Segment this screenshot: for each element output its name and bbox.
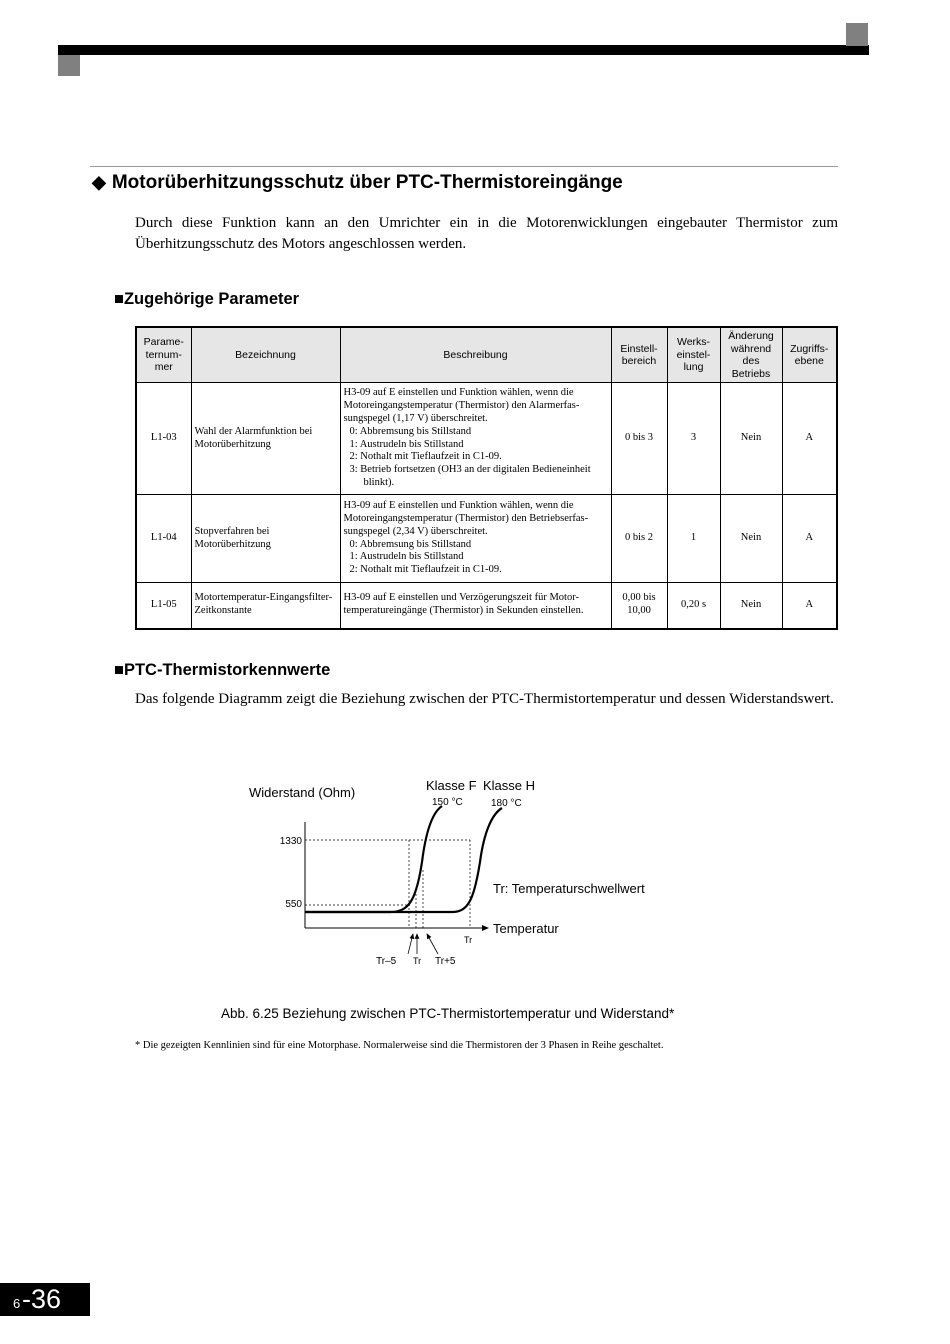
figure-caption: Abb. 6.25 Beziehung zwischen PTC-Thermistortemperatur und Widerstand* [221,1006,675,1021]
header-param-no: Parame- ternum- mer [136,327,191,383]
cell-param-no: L1-04 [136,495,191,583]
table-header-row [136,327,837,383]
arrow-tr-minus5 [408,934,413,954]
arrow-tr-plus5 [427,934,438,954]
cell-access: A [782,583,837,629]
header-default: Werks- einstel- lung [667,327,720,383]
header-change: Änderung während des Betriebs [720,327,782,383]
class-h-label: Klasse H [483,778,536,793]
cell-default: 1 [667,495,720,583]
header-square-right [846,23,868,46]
x-axis-label: Temperatur [493,921,559,936]
intro-paragraph: Durch diese Funktion kann an den Umrichter ein in die Motorenwicklungen eingebauter Thermistor zum Überhitzungsschutz des Motors angeschlossen werden. [135,215,838,252]
tr-center-label: Tr [413,956,422,966]
header-name: Bezeichnung [191,327,340,383]
table-row [136,583,837,629]
header-access: Zugriffs- ebene [782,327,837,383]
cell-change: Nein [720,495,782,583]
y-axis-label: Widerstand (Ohm) [249,785,356,800]
cell-range: 0,00 bis 10,00 [611,583,667,629]
cell-param-no: L1-05 [136,583,191,629]
cell-param-no: L1-03 [136,383,191,495]
cell-description: H3-09 auf E einstellen und Funktion wählen, wenn die Motoreingangstemperatur (Thermistor) den Alarmerfas- sungspegel (1,17 V) überschreitet. 0: Abbremsung bis Stillstand 1: Austrudeln bis Stillstand 2: Nothalt mit Tieflaufzeit in C1-09. 3: Betrieb fortsetzen (OH3 an der digitalen Bedieneinheit blinkt). [340,383,611,495]
tr-legend: Tr: Temperaturschwellwert [493,881,645,896]
ptc-heading: ■PTC-Thermistorkennwerte [114,661,331,679]
cell-range: 0 bis 2 [611,495,667,583]
cell-change: Nein [720,583,782,629]
header-description: Beschreibung [340,327,611,383]
class-h-temp: 180 °C [491,798,522,809]
curve-class-h [305,808,502,912]
curve-class-f [305,806,442,912]
footnote: * Die gezeigten Kennlinien sind für eine Motorphase. Normalerweise sind die Thermistoren der 3 Phasen in Reihe geschaltet. [135,1040,664,1051]
tr-plus5-label: Tr+5 [435,956,456,967]
page-number: -36 [22,1284,62,1314]
header-square-left [58,55,80,76]
parameter-table [135,326,838,630]
cell-range: 0 bis 3 [611,383,667,495]
square-bullet-icon: ■ [114,290,124,308]
section-rule [90,166,838,167]
cell-access: A [782,495,837,583]
tr-minus5-label: Tr–5 [376,956,397,967]
cell-name: Motortemperatur-Eingangsfilter-Zeitkonstante [191,583,340,629]
ptc-characteristic-diagram [230,770,660,975]
cell-description: H3-09 auf E einstellen und Verzögerungszeit für Motor- temperatureingänge (Thermistor) in Sekunden einstellen. [340,583,611,629]
chapter-number: 6 [13,1296,21,1311]
diamond-icon: ◆ [92,172,106,192]
cell-name: Wahl der Alarmfunktion bei Motorüberhitzung [191,383,340,495]
header-range: Einstell- bereich [611,327,667,383]
page-number-box [0,1283,90,1316]
cell-description: H3-09 auf E einstellen und Funktion wählen, wenn die Motoreingangstemperatur (Thermistor) den Betriebserfas- sungspegel (2,34 V) überschreitet. 0: Abbremsung bis Stillstand 1: Austrudeln bis Stillstand 2: Nothalt mit Tieflaufzeit in C1-09. [340,495,611,583]
cell-name: Stopverfahren bei Motorüberhitzung [191,495,340,583]
cell-access: A [782,383,837,495]
params-heading: ■Zugehörige Parameter [114,290,300,308]
tr-axis-label: Tr [464,935,473,945]
table-row [136,495,837,583]
cell-change: Nein [720,383,782,495]
y-tick-1330: 1330 [279,836,302,847]
class-f-temp: 150 °C [432,797,463,808]
cell-default: 3 [667,383,720,495]
ptc-paragraph: Das folgende Diagramm zeigt die Beziehung zwischen der PTC-Thermistortemperatur und dessen Widerstandswert. [135,691,834,707]
class-f-label: Klasse F [426,778,477,793]
table-row [136,383,837,495]
cell-default: 0,20 s [667,583,720,629]
header-bar [58,45,869,55]
y-tick-550: 550 [285,899,302,910]
section-title: ◆ Motorüberhitzungsschutz über PTC-Thermistoreingänge [92,172,623,193]
square-bullet-icon: ■ [114,661,124,679]
